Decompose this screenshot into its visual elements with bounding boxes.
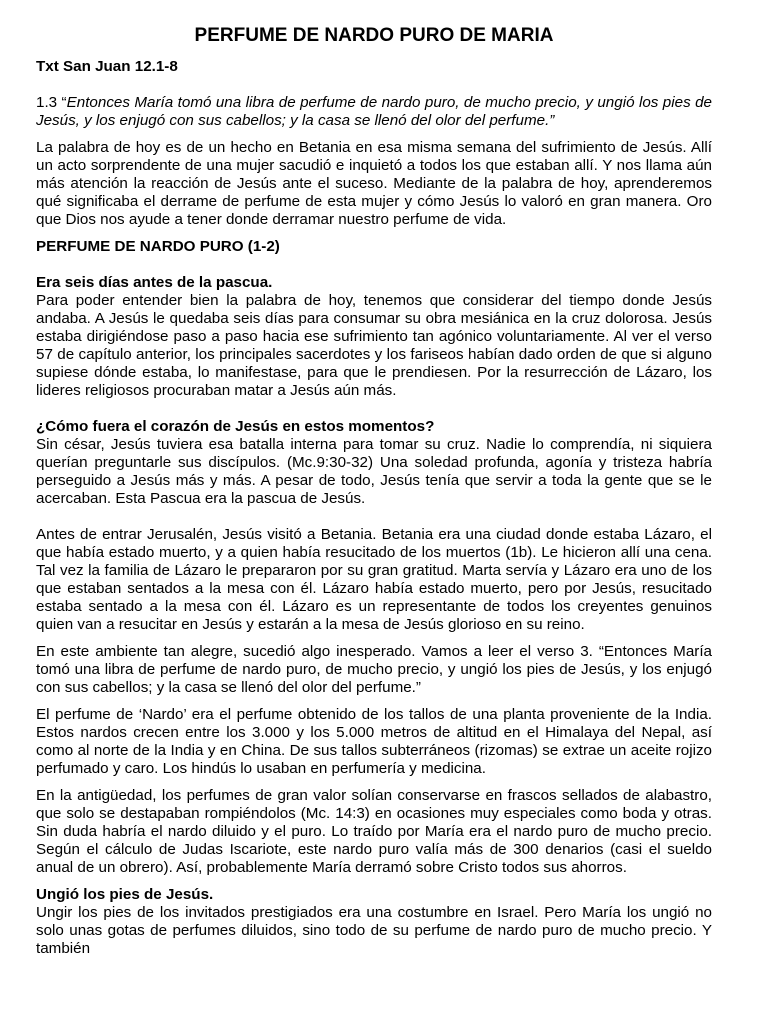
section-heading: PERFUME DE NARDO PURO (1-2) xyxy=(36,238,280,255)
body-paragraph: Antes de entrar Jerusalén, Jesús visitó a Betania. Betania era una ciudad donde estaba Lázaro, el que había estado muerto, y a quien había resucitado de los muertos (1b). Le hicieron allí una cena. Tal vez la familia de Lázaro le prepararon por su gran gratitud. Marta servía y Lázaro era uno de los que estaban sentados a la mesa con él. Lázaro había estado muerto, pero por Jesús, resucitado estaba sentado a la mesa con él. Lázaro es un representante de todos los creyentes genuinos quien van a resucitar en Jesús y estarán a la mesa de Jesús glorioso en su reino. xyxy=(36,526,712,633)
body-paragraph: Para poder entender bien la palabra de hoy, tenemos que considerar del tiempo donde Jesús andaba. A Jesús le quedaba seis días para consumar su obra mesiánica en la cruz dolorosa. Jesús estaba dirigiéndose paso a paso hacia ese sufrimiento tan agónico voluntariamente. Al ver el verso 57 de capítulo anterior, los principales sacerdotes y los fariseos habían dado orden de que si alguno supiese dónde estaba, lo manifestase, para que le prendiesen. Por la resurrección de Lázaro, los lideres religiosos procuraban matar a Jesús aún más. xyxy=(36,292,712,399)
scripture-quote xyxy=(36,94,712,130)
body-paragraph: En la antigüedad, los perfumes de gran valor solían conservarse en frascos sellados de alabastro, que solo se destapaban rompiéndolos (Mc. 14:3) en ocasiones muy especiales como boda y otras. Sin duda habría el nardo diluido y el puro. Lo traído por María era el nardo puro de mucho precio. Según el cálculo de Judas Iscariote, este nardo puro valía más de 300 denarios (casi el sueldo anual de un obrero). Así, probablemente María derramó sobre Cristo todos sus ahorros. xyxy=(36,787,712,876)
quote-text: Entonces María tomó una libra de perfume de nardo puro, de mucho precio, y ungió los pies de Jesús, y los enjugó con sus cabellos; y la casa se llenó del olor del perfume.” xyxy=(36,94,713,129)
body-paragraph: Ungir los pies de los invitados prestigiados era una costumbre en Israel. Pero María los ungió no solo unas gotas de perfumes diluidos, sino todo de su perfume de nardo puro de mucho precio. Y también xyxy=(36,904,712,957)
quote-prefix: 1.3 “ xyxy=(36,94,67,111)
section-block xyxy=(36,274,712,400)
subheading: ¿Cómo fuera el corazón de Jesús en estos momentos? xyxy=(36,418,435,435)
body-paragraph: En este ambiente tan alegre, sucedió algo inesperado. Vamos a leer el verso 3. “Entonces María tomó una libra de perfume de nardo puro, de mucho precio, y ungió los pies de Jesús, y los enjugó con sus cabellos; y la casa se llenó del olor del perfume.” xyxy=(36,643,712,696)
document-title: PERFUME DE NARDO PURO DE MARIA xyxy=(194,25,554,46)
section-block xyxy=(36,418,712,508)
subheading: Era seis días antes de la pascua. xyxy=(36,274,273,291)
body-paragraph: Sin césar, Jesús tuviera esa batalla interna para tomar su cruz. Nadie lo comprendía, ni siquiera querían preguntarle sus discípulos. (Mc.9:30-32) Una soledad profunda, agonía y tristeza habría perseguido a Jesús más y más. A pesar de todo, Jesús tenía que servir a toda la gente que se le acercaban. Esta Pascua era la pascua de Jesús. xyxy=(36,436,712,507)
intro-paragraph: La palabra de hoy es de un hecho en Betania en esa misma semana del sufrimiento de Jesús. Allí un acto sorprendente de una mujer sacudió e inquietó a todos los que estaban allí. Y nos llama aún más atención la reacción de Jesús ante el suceso. Mediante de la palabra de hoy, aprenderemos qué significaba el derrame de perfume de esta mujer y cómo Jesús lo valoró en gran manera. Oro que Dios nos ayude a tener donde derramar nuestro perfume de vida. xyxy=(36,139,712,228)
body-paragraph: El perfume de ‘Nardo’ era el perfume obtenido de los tallos de una planta proveniente de la India. Estos nardos crecen entre los 3.000 y los 5.000 metros de altitud en el Himalaya del Nepal, así como al norte de la India y en China. De sus tallos subterráneos (rizomas) se extrae un aceite rojizo perfumado y caro. Los hindús lo usaban en perfumería y medicina. xyxy=(36,706,712,777)
document-page xyxy=(36,24,712,976)
subheading: Ungió los pies de Jesús. xyxy=(36,886,214,903)
section-block xyxy=(36,886,712,958)
scripture-reference: Txt San Juan 12.1-8 xyxy=(36,58,178,75)
